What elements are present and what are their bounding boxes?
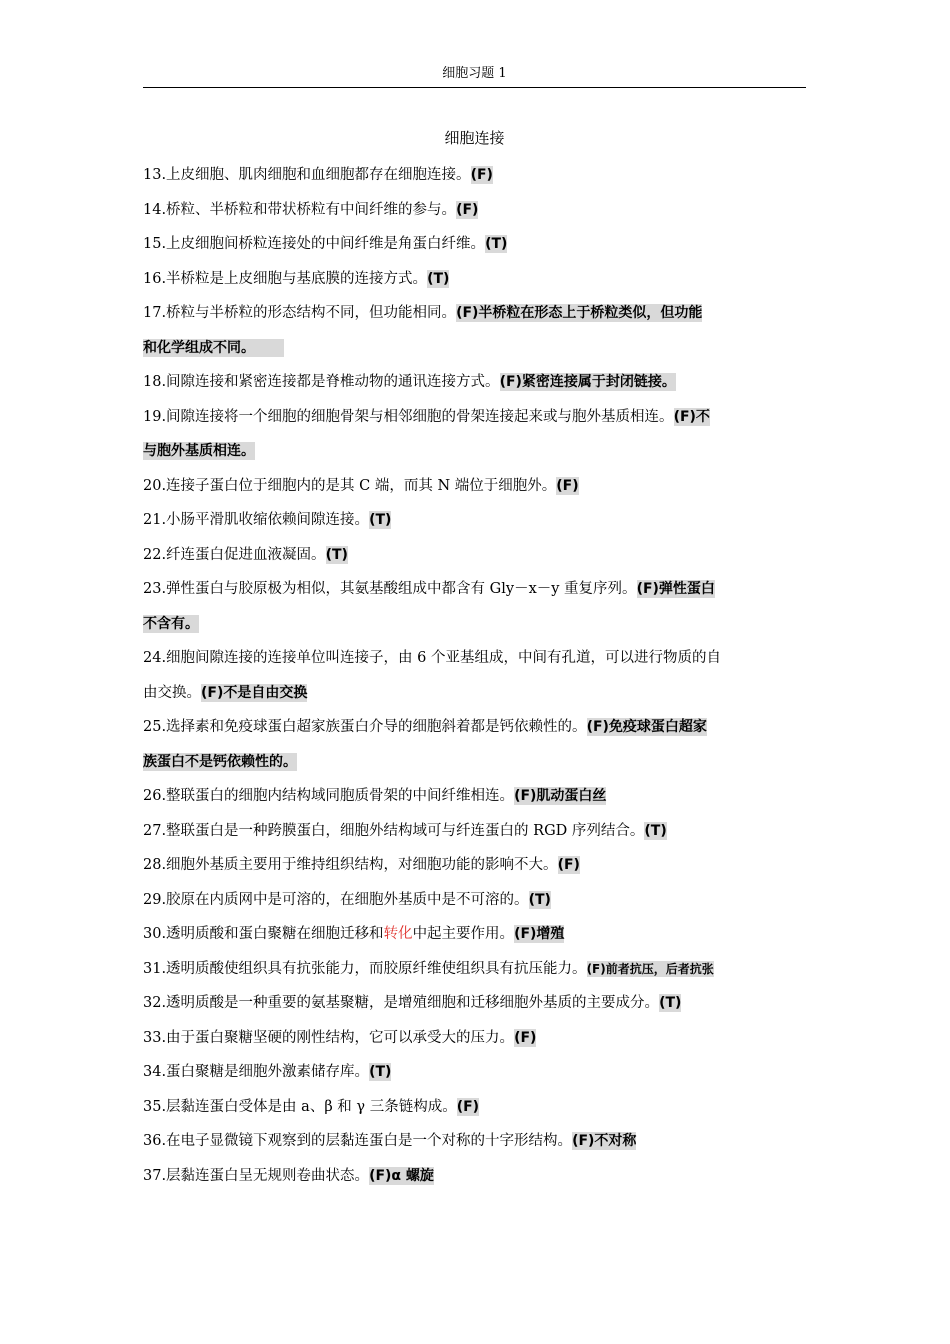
question-line (143, 641, 811, 676)
question-text: 32.透明质酸是一种重要的氨基聚糖，是增殖细胞和迁移细胞外基质的主要成分。 (143, 995, 660, 1011)
question-text: 31.透明质酸使组织具有抗张能力，而胶原纤维使组织具有抗压能力。 (143, 960, 587, 977)
question-text: 19.间隙连接将一个细胞的细胞骨架与相邻细胞的骨架连接起来或与胞外基质相连。 (143, 408, 674, 425)
answer-highlight: 族蛋白不是钙依赖性的。 (143, 753, 297, 770)
question-line (143, 400, 811, 435)
answer-highlight: (T) (485, 236, 508, 252)
question-text: 30.透明质酸和蛋白聚糖在细胞迁移和 (143, 926, 384, 942)
question-line (143, 1124, 811, 1159)
question-text: 35.层黏连蛋白受体是由 a、β 和 γ 三条链构成。 (143, 1098, 457, 1115)
answer-highlight: (F)半桥粒在形态上于桥粒类似，但功能 (456, 305, 703, 321)
answer-highlight: (T) (427, 270, 450, 287)
question-text: 15.上皮细胞间桥粒连接处的中间纤维是角蛋白纤维。 (143, 236, 486, 252)
question-line (143, 158, 811, 193)
question-text: 24.细胞间隙连接的连接单位叫连接子，由 6 个亚基组成，中间有孔道，可以进行物质的自 (143, 650, 721, 666)
question-line (143, 1159, 811, 1194)
answer-highlight: (F)肌动蛋白丝 (514, 788, 607, 804)
answer-highlight: (T) (644, 822, 667, 839)
answer-highlight: (T) (325, 546, 348, 563)
answer-highlight: (F)α 螺旋 (369, 1167, 434, 1184)
question-text: 37.层黏连蛋白呈无规则卷曲状态。 (143, 1167, 370, 1184)
answer-highlight: 与胞外基质相连。 (143, 443, 255, 459)
answer-highlight: (T) (528, 891, 551, 908)
section-title: 细胞连接 (444, 129, 505, 147)
question-line (143, 262, 811, 297)
question-text: 18.间隙连接和紧密连接都是脊椎动物的通讯连接方式。 (143, 374, 500, 390)
question-line (143, 745, 811, 780)
question-text: 20.连接子蛋白位于细胞内的是其 C 端，而其 N 端位于细胞外。 (143, 477, 557, 494)
answer-highlight: (T) (659, 995, 682, 1011)
question-line (143, 814, 811, 849)
question-text: 26.整联蛋白的细胞内结构域同胞质骨架的中间纤维相连。 (143, 788, 515, 804)
question-text: 34.蛋白聚糖是细胞外激素储存库。 (143, 1064, 370, 1080)
question-text: 13.上皮细胞、肌肉细胞和血细胞都存在细胞连接。 (143, 167, 471, 183)
answer-highlight: (F) (557, 857, 580, 873)
question-text: 27.整联蛋白是一种跨膜蛋白，细胞外结构域可与纤连蛋白的 RGD 序列结合。 (143, 822, 645, 839)
question-line (143, 1090, 811, 1125)
question-line (143, 227, 811, 262)
question-line (143, 469, 811, 504)
answer-highlight: (F)弹性蛋白 (636, 581, 715, 597)
question-line (143, 607, 811, 642)
question-list (143, 158, 811, 1193)
answer-highlight: (F)免疫球蛋白超家 (586, 719, 707, 735)
page-header: 细胞习题 1 (442, 66, 507, 81)
question-text: 23.弹性蛋白与胶原极为相似，其氨基酸组成中都含有 Gly－x－y 重复序列。 (143, 581, 637, 597)
question-line (143, 572, 811, 607)
question-text: 36.在电子显微镜下观察到的层黏连蛋白是一个对称的十字形结构。 (143, 1133, 573, 1149)
answer-highlight: 不含有。 (143, 615, 199, 632)
question-line (143, 917, 811, 952)
question-text: 33.由于蛋白聚糖坚硬的刚性结构，它可以承受大的压力。 (143, 1029, 515, 1046)
answer-highlight: (F)紧密连接属于封闭链接。 (499, 374, 676, 390)
question-line (143, 503, 811, 538)
question-text: 25.选择素和免疫球蛋白超家族蛋白介导的细胞斜着都是钙依赖性的。 (143, 719, 587, 735)
answer-highlight: (T) (369, 1064, 392, 1080)
answer-highlight: (F) (556, 477, 579, 494)
header-divider (143, 87, 806, 88)
question-line (143, 538, 811, 573)
question-line (143, 883, 811, 918)
question-text: 14.桥粒、半桥粒和带状桥粒有中间纤维的参与。 (143, 201, 457, 218)
question-line (143, 986, 811, 1021)
answer-highlight: (F) (514, 1029, 537, 1046)
question-text-continued: 中起主要作用。 (412, 926, 515, 942)
question-line (143, 193, 811, 228)
question-text: 28.细胞外基质主要用于维持组织结构，对细胞功能的影响不大。 (143, 857, 558, 873)
question-text: 17.桥粒与半桥粒的形态结构不同，但功能相同。 (143, 305, 457, 321)
question-text: 22.纤连蛋白促进血液凝固。 (143, 546, 326, 563)
answer-highlight: (F)前者抗压，后者抗张 (586, 961, 714, 976)
question-line (143, 331, 811, 366)
answer-highlight: (F) (470, 167, 493, 183)
answer-highlight: (F)不 (673, 408, 710, 425)
question-text: 由交换。 (143, 684, 201, 701)
question-line (143, 676, 811, 711)
question-line (143, 1021, 811, 1056)
question-text: 16.半桥粒是上皮细胞与基底膜的连接方式。 (143, 270, 428, 287)
question-line (143, 952, 811, 987)
question-text: 21.小肠平滑肌收缩依赖间隙连接。 (143, 512, 370, 528)
question-text: 29.胶原在内质网中是可溶的，在细胞外基质中是不可溶的。 (143, 891, 529, 908)
question-line (143, 1055, 811, 1090)
answer-highlight: (F)不对称 (572, 1133, 637, 1149)
answer-highlight: 和化学组成不同。 (143, 339, 285, 356)
answer-highlight: (T) (369, 512, 392, 528)
highlighted-word: 转化 (383, 926, 413, 942)
answer-highlight: (F)增殖 (514, 926, 565, 942)
question-line (143, 779, 811, 814)
question-line (143, 365, 811, 400)
answer-highlight: (F) (456, 201, 479, 218)
question-line (143, 710, 811, 745)
answer-highlight: (F)不是自由交换 (201, 684, 308, 701)
question-line (143, 434, 811, 469)
question-line (143, 296, 811, 331)
answer-highlight: (F) (456, 1098, 480, 1115)
question-line (143, 848, 811, 883)
